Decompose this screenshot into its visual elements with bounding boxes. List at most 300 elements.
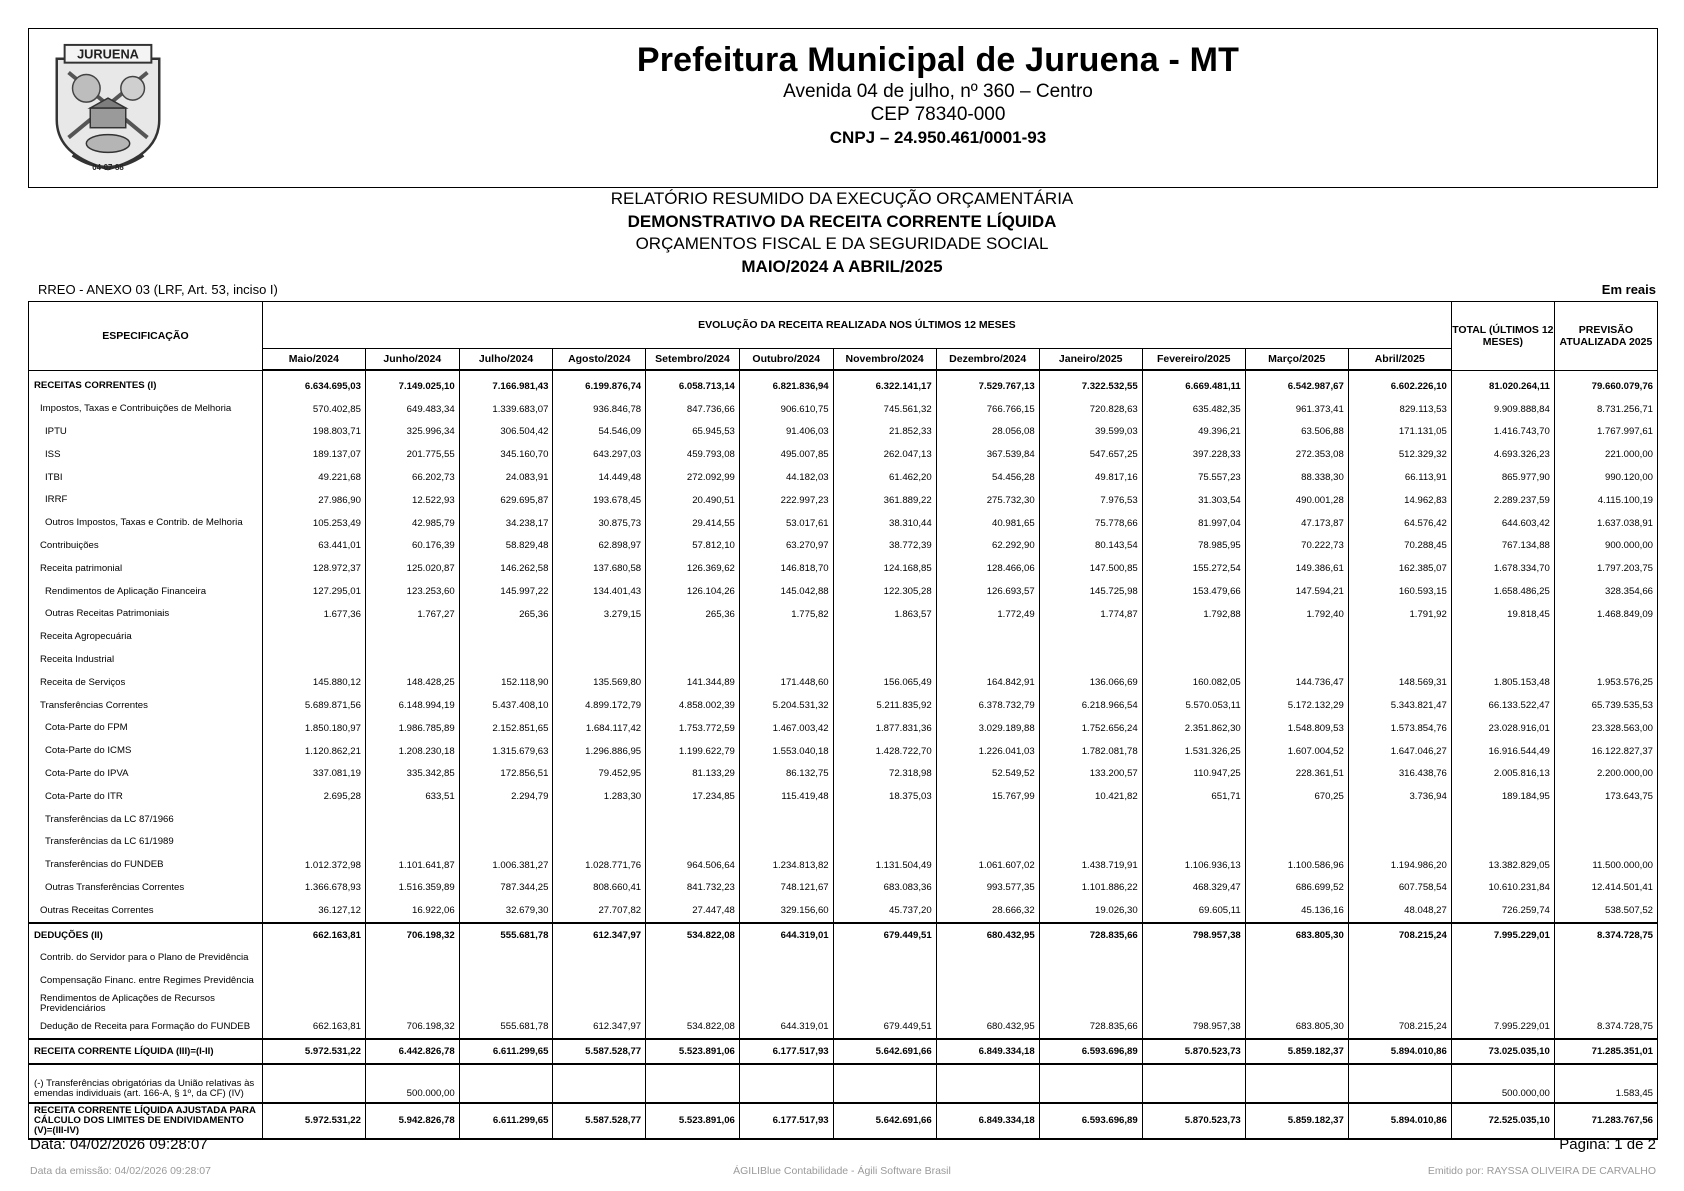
value-cell (739, 808, 833, 831)
value-cell: 5.172.132,29 (1245, 694, 1348, 717)
value-cell: 222.997,23 (739, 489, 833, 512)
value-cell: 146.262,58 (459, 557, 553, 580)
value-cell: 787.344,25 (459, 877, 553, 900)
value-cell: 2.289.237,59 (1451, 489, 1554, 512)
row-label: IRRF (29, 489, 263, 512)
value-cell (1554, 970, 1657, 993)
value-cell: 39.599,03 (1039, 421, 1142, 444)
value-cell: 110.947,25 (1142, 763, 1245, 786)
value-cell: 906.610,75 (739, 398, 833, 421)
value-cell (1348, 947, 1451, 970)
report-title-3: ORÇAMENTOS FISCAL E DA SEGURIDADE SOCIAL (635, 234, 1049, 253)
value-cell: 12.522,93 (365, 489, 459, 512)
table-row (29, 970, 1658, 993)
value-cell: 328.354,66 (1554, 580, 1657, 603)
value-cell: 3.029.189,88 (936, 717, 1039, 740)
value-cell: 1.767.997,61 (1554, 421, 1657, 444)
value-cell: 1.283,30 (553, 785, 646, 808)
table-row (29, 489, 1658, 512)
table-row (29, 557, 1658, 580)
table-row (29, 580, 1658, 603)
table-row (29, 626, 1658, 649)
value-cell: 1.366.678,93 (262, 877, 365, 900)
value-cell: 1.850.180,97 (262, 717, 365, 740)
value-cell: 189.137,07 (262, 443, 365, 466)
value-cell: 5.587.528,77 (553, 1103, 646, 1139)
table-row (29, 1015, 1658, 1039)
row-label: Cota-Parte do ITR (29, 785, 263, 808)
value-cell (1245, 947, 1348, 970)
value-cell (1142, 831, 1245, 854)
value-cell (553, 626, 646, 649)
table-row (29, 443, 1658, 466)
value-cell (365, 808, 459, 831)
value-cell (739, 649, 833, 672)
value-cell: 1.101.641,87 (365, 854, 459, 877)
value-cell: 193.678,45 (553, 489, 646, 512)
annex-reference: RREO - ANEXO 03 (LRF, Art. 53, inciso I) (38, 282, 278, 297)
value-cell (1039, 831, 1142, 854)
value-cell (1554, 626, 1657, 649)
value-cell: 900.000,00 (1554, 535, 1657, 558)
value-cell: 19.818,45 (1451, 603, 1554, 626)
table-row (29, 466, 1658, 489)
value-cell: 81.997,04 (1142, 512, 1245, 535)
table-row (29, 603, 1658, 626)
value-cell (262, 626, 365, 649)
value-cell (553, 970, 646, 993)
value-cell: 5.523.891,06 (646, 1103, 740, 1139)
seal-date-text: 04-07-88 (92, 163, 124, 173)
value-cell: 1.131.504,49 (833, 854, 936, 877)
value-cell: 500.000,00 (365, 1064, 459, 1103)
value-cell: 5.523.891,06 (646, 1039, 740, 1064)
value-cell: 145.997,22 (459, 580, 553, 603)
row-label: RECEITA CORRENTE LÍQUIDA AJUSTADA PARA CÁLCULO DOS LIMITES DE ENDIVIDAMENTO (V)=(III-IV) (29, 1103, 263, 1139)
value-cell: 3.279,15 (553, 603, 646, 626)
seal-banner-text: JURUENA (77, 46, 139, 62)
value-cell: 335.342,85 (365, 763, 459, 786)
value-cell: 7.995.229,01 (1451, 1015, 1554, 1039)
value-cell: 534.822,08 (646, 1015, 740, 1039)
value-cell: 990.120,00 (1554, 466, 1657, 489)
value-cell: 555.681,78 (459, 1015, 553, 1039)
table-row (29, 694, 1658, 717)
value-cell (365, 993, 459, 1016)
value-cell: 6.602.226,10 (1348, 370, 1451, 398)
address: Avenida 04 de julho, nº 360 – Centro (783, 81, 1093, 102)
value-cell: 748.121,67 (739, 877, 833, 900)
value-cell: 62.898,97 (553, 535, 646, 558)
table-row (29, 923, 1658, 947)
value-cell: 75.557,23 (1142, 466, 1245, 489)
value-cell (1348, 970, 1451, 993)
row-label: Contrib. do Servidor para o Plano de Previdência (29, 947, 263, 970)
value-cell: 6.148.994,19 (365, 694, 459, 717)
value-cell: 534.822,08 (646, 923, 740, 947)
month-header: Fevereiro/2025 (1142, 349, 1245, 371)
value-cell (936, 947, 1039, 970)
value-cell: 500.000,00 (1451, 1064, 1554, 1103)
municipality-name: Prefeitura Municipal de Juruena - MT (636, 41, 1240, 79)
value-cell: 1.548.809,53 (1245, 717, 1348, 740)
value-cell (1039, 970, 1142, 993)
value-cell (262, 947, 365, 970)
value-cell: 4.858.002,39 (646, 694, 740, 717)
value-cell: 137.680,58 (553, 557, 646, 580)
value-cell: 1.339.683,07 (459, 398, 553, 421)
value-cell: 4.899.172,79 (553, 694, 646, 717)
value-cell: 847.736,66 (646, 398, 740, 421)
value-cell: 5.894.010,86 (1348, 1103, 1451, 1139)
value-cell: 8.374.728,75 (1554, 923, 1657, 947)
value-cell: 680.432,95 (936, 923, 1039, 947)
value-cell: 275.732,30 (936, 489, 1039, 512)
value-cell: 65.739.535,53 (1554, 694, 1657, 717)
value-cell: 662.163,81 (262, 1015, 365, 1039)
value-cell: 15.767,99 (936, 785, 1039, 808)
row-label: DEDUÇÕES (II) (29, 923, 263, 947)
value-cell (1348, 831, 1451, 854)
value-cell: 63.270,97 (739, 535, 833, 558)
value-cell (1451, 947, 1554, 970)
value-cell: 156.065,49 (833, 671, 936, 694)
value-cell: 36.127,12 (262, 899, 365, 923)
month-header: Outubro/2024 (739, 349, 833, 371)
value-cell (1245, 1064, 1348, 1103)
value-cell: 6.611.299,65 (459, 1039, 553, 1064)
value-cell: 23.328.563,00 (1554, 717, 1657, 740)
value-cell: 1.006.381,27 (459, 854, 553, 877)
row-label: Transferências da LC 87/1966 (29, 808, 263, 831)
value-cell (1039, 649, 1142, 672)
value-cell: 57.812,10 (646, 535, 740, 558)
value-cell (553, 649, 646, 672)
value-cell: 1.583,45 (1554, 1064, 1657, 1103)
value-cell (459, 970, 553, 993)
value-cell: 5.870.523,73 (1142, 1103, 1245, 1139)
value-cell: 1.607.004,52 (1245, 740, 1348, 763)
value-cell (1554, 831, 1657, 854)
value-cell: 679.449,51 (833, 923, 936, 947)
row-label: Transferências da LC 61/1989 (29, 831, 263, 854)
footer-page-number: Página: 1 de 2 (1559, 1136, 1656, 1153)
value-cell (459, 947, 553, 970)
value-cell: 126.369,62 (646, 557, 740, 580)
value-cell (553, 993, 646, 1016)
value-cell: 12.414.501,41 (1554, 877, 1657, 900)
month-header: Abril/2025 (1348, 349, 1451, 371)
value-cell: 7.166.981,43 (459, 370, 553, 398)
value-cell: 20.490,51 (646, 489, 740, 512)
value-cell: 726.259,74 (1451, 899, 1554, 923)
value-cell (833, 970, 936, 993)
forecast-column-header: PREVISÃO ATUALIZADA 2025 (1554, 302, 1657, 371)
value-cell: 160.593,15 (1348, 580, 1451, 603)
value-cell: 115.419,48 (739, 785, 833, 808)
value-cell: 6.593.696,89 (1039, 1039, 1142, 1064)
value-cell: 670,25 (1245, 785, 1348, 808)
value-cell: 13.382.829,05 (1451, 854, 1554, 877)
value-cell: 42.985,79 (365, 512, 459, 535)
value-cell (1245, 649, 1348, 672)
value-cell: 961.373,41 (1245, 398, 1348, 421)
value-cell: 91.406,03 (739, 421, 833, 444)
value-cell (936, 649, 1039, 672)
evolution-column-header: EVOLUÇÃO DA RECEITA REALIZADA NOS ÚLTIMOS 12 MESES (262, 302, 1451, 349)
value-cell: 16.916.544,49 (1451, 740, 1554, 763)
value-cell (1451, 808, 1554, 831)
value-cell (1348, 993, 1451, 1016)
row-label: RECEITAS CORRENTES (I) (29, 370, 263, 398)
value-cell: 6.669.481,11 (1142, 370, 1245, 398)
value-cell (936, 808, 1039, 831)
value-cell (1142, 649, 1245, 672)
value-cell: 495.007,85 (739, 443, 833, 466)
value-cell: 1.573.854,76 (1348, 717, 1451, 740)
value-cell: 6.218.966,54 (1039, 694, 1142, 717)
value-cell: 728.835,66 (1039, 923, 1142, 947)
value-cell: 265,36 (459, 603, 553, 626)
value-cell: 5.437.408,10 (459, 694, 553, 717)
value-cell (739, 970, 833, 993)
value-cell: 128.972,37 (262, 557, 365, 580)
value-cell (262, 808, 365, 831)
table-row (29, 398, 1658, 421)
emission-date: Data da emissão: 04/02/2026 09:28:07 (30, 1165, 211, 1177)
month-header: Agosto/2024 (553, 349, 646, 371)
row-label: Compensação Financ. entre Regimes Previdência (29, 970, 263, 993)
value-cell (365, 947, 459, 970)
table-row (29, 1103, 1658, 1139)
value-cell: 27.447,48 (646, 899, 740, 923)
row-label: Cota-Parte do FPM (29, 717, 263, 740)
table-row (29, 785, 1658, 808)
value-cell (833, 626, 936, 649)
value-cell (1451, 649, 1554, 672)
value-cell: 680.432,95 (936, 1015, 1039, 1039)
footer-date: Data: 04/02/2026 09:28:07 (30, 1136, 208, 1153)
value-cell: 644.603,42 (1451, 512, 1554, 535)
row-label: Cota-Parte do ICMS (29, 740, 263, 763)
table-row (29, 421, 1658, 444)
value-cell: 162.385,07 (1348, 557, 1451, 580)
value-cell: 1.792,88 (1142, 603, 1245, 626)
value-cell: 153.479,66 (1142, 580, 1245, 603)
value-cell: 5.689.871,56 (262, 694, 365, 717)
value-cell: 708.215,24 (1348, 1015, 1451, 1039)
table-row (29, 671, 1658, 694)
value-cell: 6.849.334,18 (936, 1103, 1039, 1139)
value-cell: 29.414,55 (646, 512, 740, 535)
value-cell: 61.462,20 (833, 466, 936, 489)
value-cell (553, 831, 646, 854)
value-cell (1451, 626, 1554, 649)
value-cell: 40.981,65 (936, 512, 1039, 535)
value-cell: 49.396,21 (1142, 421, 1245, 444)
value-cell: 5.870.523,73 (1142, 1039, 1245, 1064)
issued-by: Emitido por: RAYSSA OLIVEIRA DE CARVALHO (1427, 1165, 1656, 1177)
value-cell: 329.156,60 (739, 899, 833, 923)
value-cell (1451, 970, 1554, 993)
value-cell: 134.401,43 (553, 580, 646, 603)
value-cell (646, 1064, 740, 1103)
table-row (29, 808, 1658, 831)
value-cell: 54.456,28 (936, 466, 1039, 489)
value-cell: 1.208.230,18 (365, 740, 459, 763)
value-cell: 7.149.025,10 (365, 370, 459, 398)
value-cell: 75.778,66 (1039, 512, 1142, 535)
row-label: Outras Receitas Correntes (29, 899, 263, 923)
currency-unit: Em reais (1601, 282, 1656, 297)
value-cell: 3.736,94 (1348, 785, 1451, 808)
value-cell (365, 626, 459, 649)
row-label: Dedução de Receita para Formação do FUNDEB (29, 1015, 263, 1039)
value-cell (459, 649, 553, 672)
value-cell: 865.977,90 (1451, 466, 1554, 489)
value-cell: 993.577,35 (936, 877, 1039, 900)
table-row (29, 947, 1658, 970)
value-cell: 5.642.691,66 (833, 1103, 936, 1139)
value-cell: 6.177.517,93 (739, 1103, 833, 1139)
value-cell: 1.428.722,70 (833, 740, 936, 763)
value-cell: 1.792,40 (1245, 603, 1348, 626)
spec-column-header: ESPECIFICAÇÃO (29, 302, 263, 371)
value-cell: 964.506,64 (646, 854, 740, 877)
value-cell: 30.875,73 (553, 512, 646, 535)
value-cell (739, 831, 833, 854)
value-cell: 5.642.691,66 (833, 1039, 936, 1064)
value-cell (365, 649, 459, 672)
value-cell (365, 970, 459, 993)
value-cell (1348, 1064, 1451, 1103)
value-cell (1451, 831, 1554, 854)
value-cell: 5.894.010,86 (1348, 1039, 1451, 1064)
value-cell (833, 993, 936, 1016)
value-cell: 2.294,79 (459, 785, 553, 808)
value-cell: 2.200.000,00 (1554, 763, 1657, 786)
value-cell: 58.829,48 (459, 535, 553, 558)
value-cell: 262.047,13 (833, 443, 936, 466)
value-cell: 1.468.849,09 (1554, 603, 1657, 626)
value-cell: 5.942.826,78 (365, 1103, 459, 1139)
table-row (29, 649, 1658, 672)
value-cell: 1.553.040,18 (739, 740, 833, 763)
value-cell: 221.000,00 (1554, 443, 1657, 466)
table-body (29, 370, 1658, 1139)
value-cell: 24.083,91 (459, 466, 553, 489)
value-cell (1039, 626, 1142, 649)
value-cell: 149.386,61 (1245, 557, 1348, 580)
value-cell: 45.136,16 (1245, 899, 1348, 923)
value-cell: 6.593.696,89 (1039, 1103, 1142, 1139)
value-cell: 18.375,03 (833, 785, 936, 808)
value-cell (553, 1064, 646, 1103)
value-cell: 21.852,33 (833, 421, 936, 444)
report-period: MAIO/2024 A ABRIL/2025 (741, 256, 943, 276)
month-header: Novembro/2024 (833, 349, 936, 371)
value-cell: 147.594,21 (1245, 580, 1348, 603)
value-cell: 73.025.035,10 (1451, 1039, 1554, 1064)
value-cell (1039, 993, 1142, 1016)
value-cell (1142, 947, 1245, 970)
value-cell: 148.569,31 (1348, 671, 1451, 694)
value-cell (553, 947, 646, 970)
value-cell: 72.318,98 (833, 763, 936, 786)
value-cell: 538.507,52 (1554, 899, 1657, 923)
value-cell (739, 1064, 833, 1103)
value-cell: 459.793,08 (646, 443, 740, 466)
value-cell: 2.152.851,65 (459, 717, 553, 740)
value-cell: 164.842,91 (936, 671, 1039, 694)
value-cell (1554, 993, 1657, 1016)
value-cell: 633,51 (365, 785, 459, 808)
value-cell: 745.561,32 (833, 398, 936, 421)
value-cell: 81.020.264,11 (1451, 370, 1554, 398)
value-cell: 651,71 (1142, 785, 1245, 808)
value-cell: 7.529.767,13 (936, 370, 1039, 398)
total-column-header: TOTAL (ÚLTIMOS 12 MESES) (1451, 302, 1554, 371)
value-cell: 45.737,20 (833, 899, 936, 923)
value-cell (262, 649, 365, 672)
value-cell: 547.657,25 (1039, 443, 1142, 466)
software-credit: ÁGILIBlue Contabilidade - Ágili Software Brasil (733, 1165, 951, 1177)
value-cell: 6.322.141,17 (833, 370, 936, 398)
value-cell: 8.731.256,71 (1554, 398, 1657, 421)
value-cell: 6.378.732,79 (936, 694, 1039, 717)
row-label: Outras Receitas Patrimoniais (29, 603, 263, 626)
value-cell: 141.344,89 (646, 671, 740, 694)
value-cell: 1.953.576,25 (1554, 671, 1657, 694)
value-cell: 66.113,91 (1348, 466, 1451, 489)
value-cell: 38.772,39 (833, 535, 936, 558)
value-cell: 14.962,83 (1348, 489, 1451, 512)
value-cell: 2.351.862,30 (1142, 717, 1245, 740)
value-cell: 8.374.728,75 (1554, 1015, 1657, 1039)
value-cell: 644.319,01 (739, 1015, 833, 1039)
value-cell: 7.976,53 (1039, 489, 1142, 512)
value-cell: 71.285.351,01 (1554, 1039, 1657, 1064)
value-cell: 54.546,09 (553, 421, 646, 444)
value-cell (1348, 626, 1451, 649)
value-cell: 612.347,97 (553, 923, 646, 947)
value-cell (1142, 808, 1245, 831)
value-cell: 7.322.532,55 (1039, 370, 1142, 398)
value-cell (262, 970, 365, 993)
value-cell: 9.909.888,84 (1451, 398, 1554, 421)
value-cell: 306.504,42 (459, 421, 553, 444)
value-cell: 1.986.785,89 (365, 717, 459, 740)
value-cell: 798.957,38 (1142, 1015, 1245, 1039)
value-cell: 5.859.182,37 (1245, 1039, 1348, 1064)
value-cell (1554, 947, 1657, 970)
value-cell: 28.056,08 (936, 421, 1039, 444)
value-cell (646, 993, 740, 1016)
row-label: Receita Agropecuária (29, 626, 263, 649)
value-cell: 1.753.772,59 (646, 717, 740, 740)
value-cell (1039, 808, 1142, 831)
value-cell (1451, 993, 1554, 1016)
value-cell: 4.115.100,19 (1554, 489, 1657, 512)
value-cell: 679.449,51 (833, 1015, 936, 1039)
value-cell: 1.516.359,89 (365, 877, 459, 900)
value-cell: 5.587.528,77 (553, 1039, 646, 1064)
value-cell: 512.329,32 (1348, 443, 1451, 466)
value-cell: 49.817,16 (1039, 466, 1142, 489)
row-label: ISS (29, 443, 263, 466)
value-cell: 683.805,30 (1245, 1015, 1348, 1039)
value-cell: 14.449,48 (553, 466, 646, 489)
